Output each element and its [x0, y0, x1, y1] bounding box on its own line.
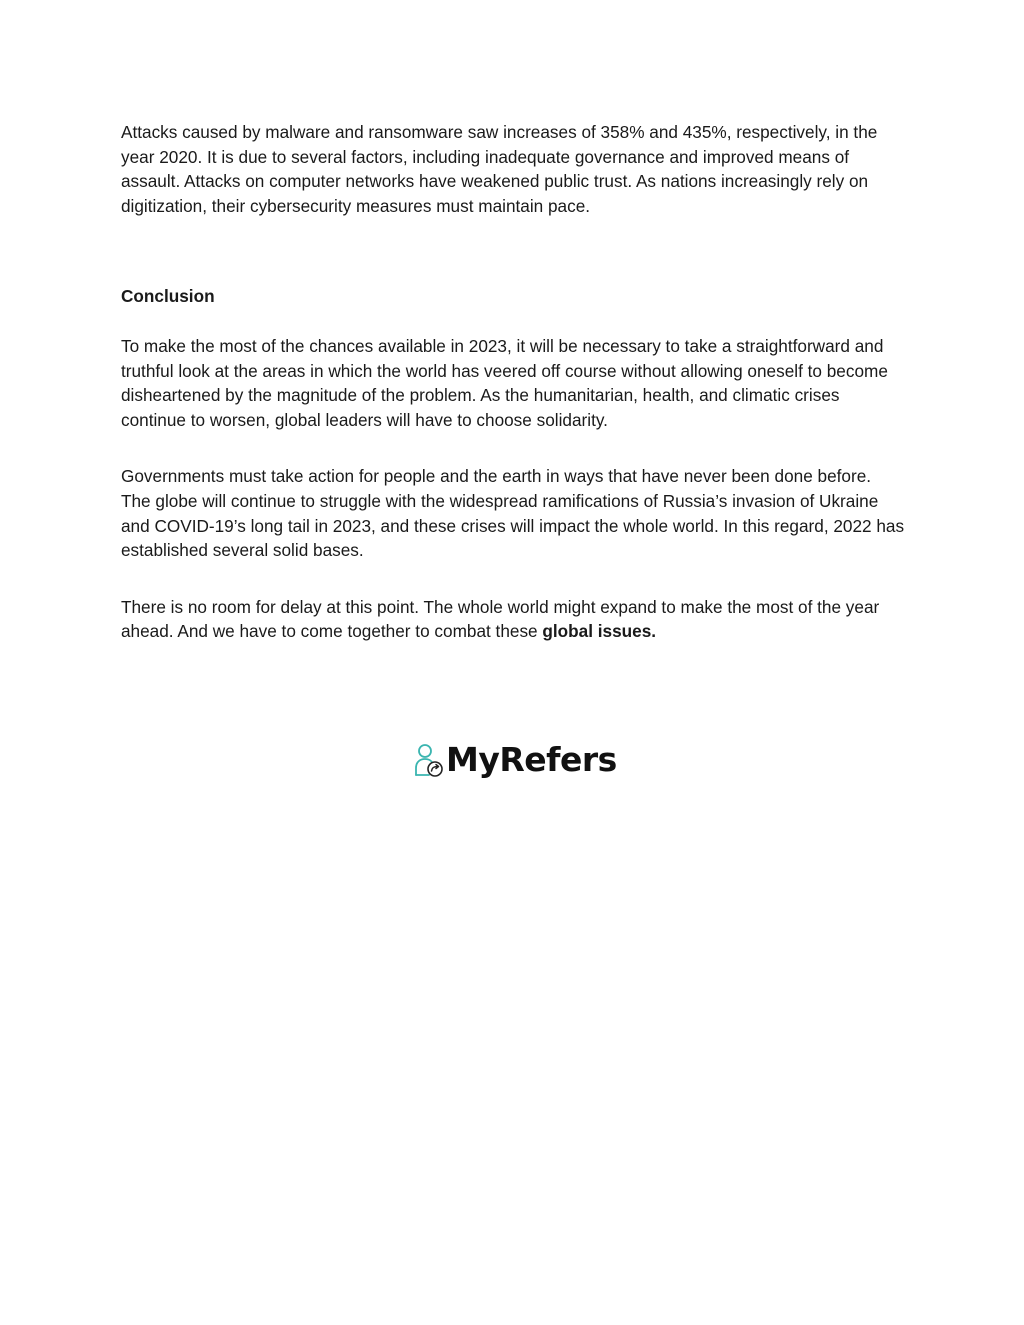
conclusion-paragraph-1: To make the most of the chances available in 2023, it will be necessary to take a straightforward and truthful look at the areas in which the world has veered off course without allowing oneself to become disheartened by the magnitude of the problem. As the humanitarian, health, and climatic crises continue to worsen, global leaders will have to choose solidarity. [121, 335, 888, 430]
logo-wordmark: MyRefers [446, 740, 617, 779]
person-share-icon [414, 742, 444, 778]
document-body [121, 120, 905, 644]
bold-phrase: global issues. [542, 621, 657, 642]
conclusion-paragraph-3 [121, 595, 905, 644]
brand-logo [414, 737, 617, 783]
conclusion-paragraph-2: Governments must take action for people and the earth in ways that have never been done before. The globe will continue to struggle with the widespread ramifications of Russia’s invasion of Ukraine and COVID-19’s long tail in 2023, and these crises will impact the whole world. In this regard, 2022 has established several solid bases. [121, 466, 905, 561]
section-heading: Conclusion [121, 286, 215, 307]
intro-paragraph: Attacks caused by malware and ransomware saw increases of 358% and 435%, respectively, in the year 2020. It is due to several factors, including inadequate governance and improved means of assault. Attacks on computer networks have weakened public trust. As nations increasingly rely on digitization, their cybersecurity measures must maintain pace. [121, 122, 878, 216]
conclusion-paragraph-3-text: There is no room for delay at this point. The whole world might expand to make the most of the year ahead. And we have to come together to combat these [121, 596, 880, 642]
